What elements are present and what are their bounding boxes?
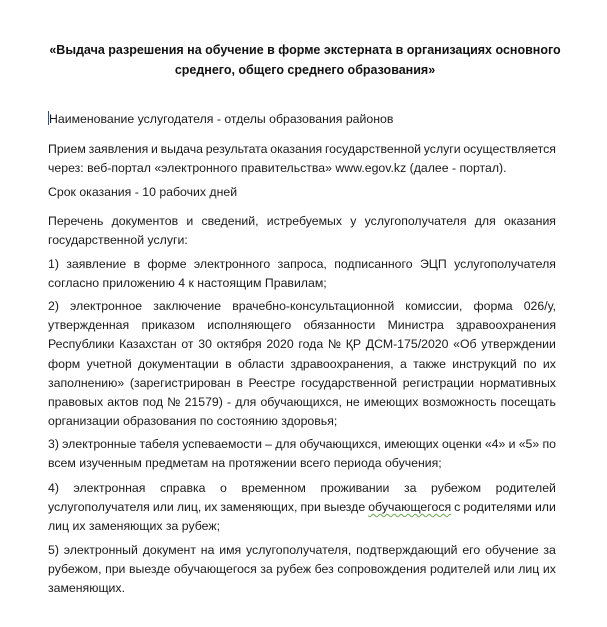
paragraph-documents-intro xyxy=(48,212,556,250)
text-line: 1) заявление в форме электронного запроса, подписанного ЭЦП услугополучателя xyxy=(48,257,556,271)
text-line: форм учетной документации в области здравоохранения, а также инструкций по их xyxy=(48,356,556,371)
text-line: 2) электронное заключение врачебно-консультационной комиссии, форма 026/у, xyxy=(48,299,556,313)
text-line: лиц их заменяющих за рубеж; xyxy=(48,519,220,534)
text-cursor xyxy=(48,111,49,125)
text-line: Срок оказания - 10 рабочих дней xyxy=(48,185,238,199)
paragraph-item-4 xyxy=(48,479,556,537)
title-line: «Выдача разрешения на обучение в форме экстерната в организациях основного xyxy=(49,43,561,57)
text-line: организации образования по состоянию здоровья; xyxy=(48,414,338,429)
paragraph-service-term xyxy=(48,183,556,202)
text-line: Перечень документов и сведений, истребуемых у услугополучателя для оказания xyxy=(48,214,556,228)
text-line: через: веб-портал «электронного правительства» www.egov.kz (далее - портал). xyxy=(48,161,507,176)
paragraph-item-3 xyxy=(48,435,556,473)
paragraph-application-method xyxy=(48,140,556,178)
text-line: заменяющих. xyxy=(48,581,125,596)
text-line: всем изученным предметам на протяжении всего периода обучения; xyxy=(48,456,442,471)
text-line: услугополучателя или лиц, их заменяющих, при выезде обучающегося с родителями или xyxy=(48,500,556,515)
text-line: Наименование услугодателя - отделы образования районов xyxy=(49,112,394,126)
paragraph-service-provider xyxy=(48,110,556,129)
text-line: утвержденная приказом исполняющего обязанности Министра здравоохранения xyxy=(48,318,556,333)
text-line: Республики Казахстан от 30 октября 2020 года № ҚР ДСМ-175/2020 «Об утверждении xyxy=(48,337,556,352)
text-line: рубежом, при выезде обучающегося за рубеж без сопровождения родителей или лиц их xyxy=(48,562,556,577)
text-line: 5) электронный документ на имя услугополучателя, подтверждающий его обучение за xyxy=(48,543,556,557)
title-line: среднего, общего среднего образования» xyxy=(174,63,436,77)
text-line: 3) электронные табеля успеваемости – для обучающихся, имеющих оценки «4» и «5» по xyxy=(48,437,556,451)
paragraph-item-2 xyxy=(48,297,556,431)
text-line: согласно приложению 4 к настоящим Правилам; xyxy=(48,276,327,291)
text-line: правовых актов под № 21579) - для обучающихся, не имеющих возможность посещать xyxy=(48,395,556,410)
text-line: заполнению» (зарегистрирован в Реестре государственной регистрации нормативных xyxy=(48,375,556,390)
text-line: государственной услуги: xyxy=(48,233,188,248)
document-title xyxy=(40,40,570,80)
text-line: 4) электронная справка о временном проживании за рубежом родителей xyxy=(48,481,556,495)
text-line: Прием заявления и выдача результата оказания государственной услуги осуществляется xyxy=(48,142,556,156)
paragraph-item-1 xyxy=(48,255,556,293)
paragraph-item-5 xyxy=(48,541,556,599)
